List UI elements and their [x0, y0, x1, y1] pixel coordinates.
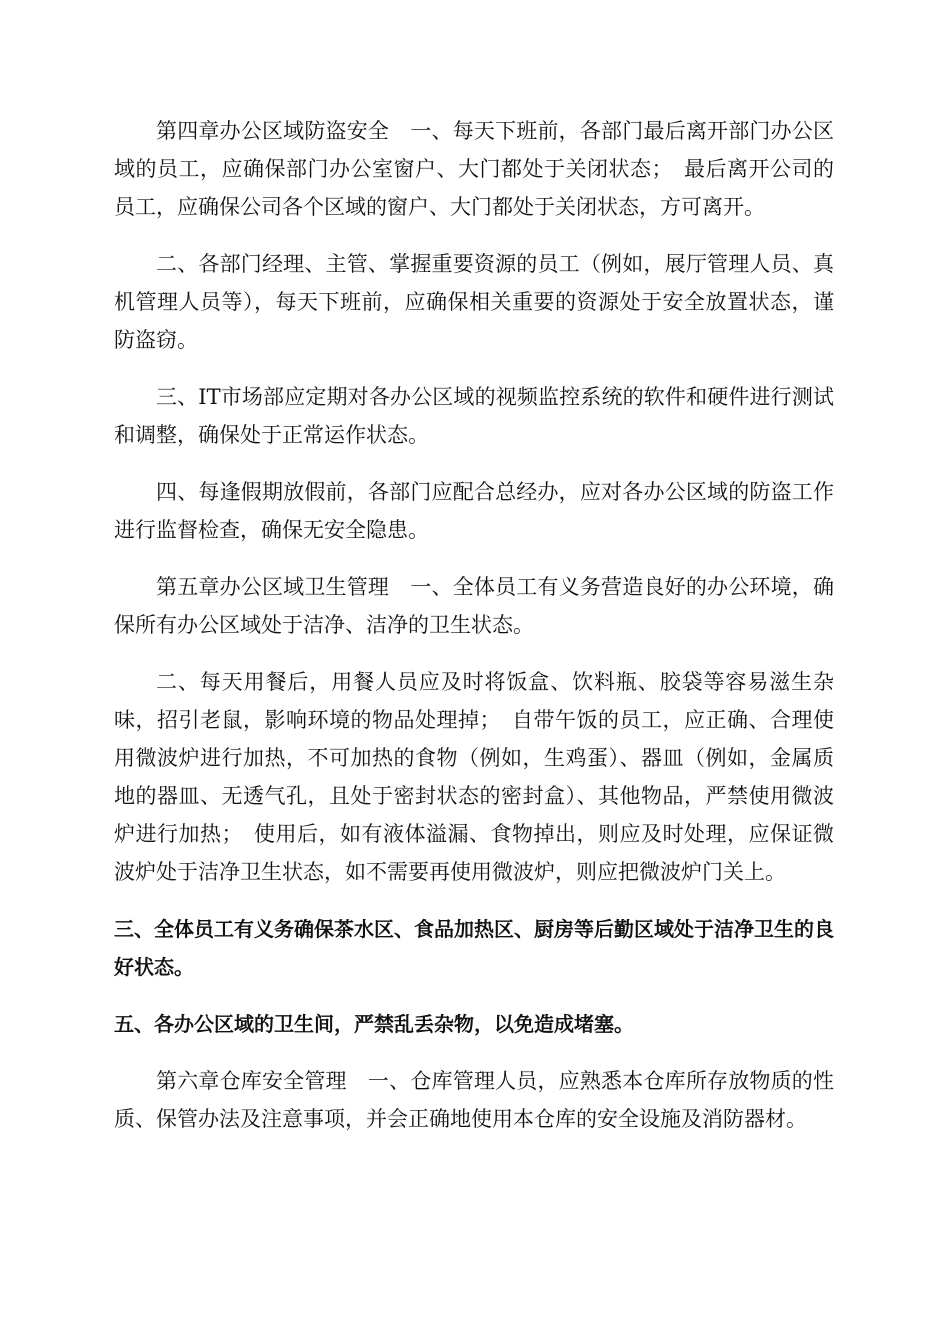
paragraph-chapter5-item5-bold: 五、各办公区域的卫生间，严禁乱丢杂物，以免造成堵塞。 — [114, 1012, 634, 1036]
paragraph-chapter4-item2: 二、各部门经理、主管、掌握重要资源的员工（例如，展厅管理人员、真机管理人员等），每天下班前，应确保相关重要的资源处于安全放置状态，谨防盗窃。 — [114, 252, 834, 352]
paragraph-chapter4-item3: 三、IT市场部应定期对各办公区域的视频监控系统的软件和硬件进行测试和调整，确保处于正常运作状态。 — [114, 385, 834, 447]
paragraph-chapter5-item2: 二、每天用餐后，用餐人员应及时将饭盒、饮料瓶、胶袋等容易滋生杂味，招引老鼠，影响环境的物品处理掉； 自带午饭的员工，应正确、合理使用微波炉进行加热，不可加热的食物（例如，生鸡蛋）、器皿（例如，金属质地的器皿、无透气孔，且处于密封状态的密封盒）、其他物品，严禁使用微波炉进行加热； 使用后，如有液体溢漏、食物掉出，则应及时处理，应保证微波炉处于洁净卫生状态，如不需要再使用微波炉，则应把微波炉门关上。 — [114, 670, 834, 884]
document-body — [114, 112, 834, 1157]
paragraph-chapter5-item1: 第五章办公区域卫生管理 一、全体员工有义务营造良好的办公环境，确保所有办公区域处于洁净、洁净的卫生状态。 — [114, 575, 834, 637]
paragraph-chapter4-item4: 四、每逢假期放假前，各部门应配合总经办，应对各办公区域的防盗工作进行监督检查，确保无安全隐患。 — [114, 480, 834, 542]
paragraph-chapter6-item1: 第六章仓库安全管理 一、仓库管理人员，应熟悉本仓库所存放物质的性质、保管办法及注意事项，并会正确地使用本仓库的安全设施及消防器材。 — [114, 1069, 834, 1131]
paragraph-chapter5-item3-bold: 三、全体员工有义务确保茶水区、食品加热区、厨房等后勤区域处于洁净卫生的良好状态。 — [114, 917, 834, 979]
paragraph-chapter4-item1: 第四章办公区域防盗安全 一、每天下班前，各部门最后离开部门办公区域的员工，应确保部门办公室窗户、大门都处于关闭状态； 最后离开公司的员工，应确保公司各个区域的窗户、大门都处于关闭状态，方可离开。 — [114, 119, 834, 219]
